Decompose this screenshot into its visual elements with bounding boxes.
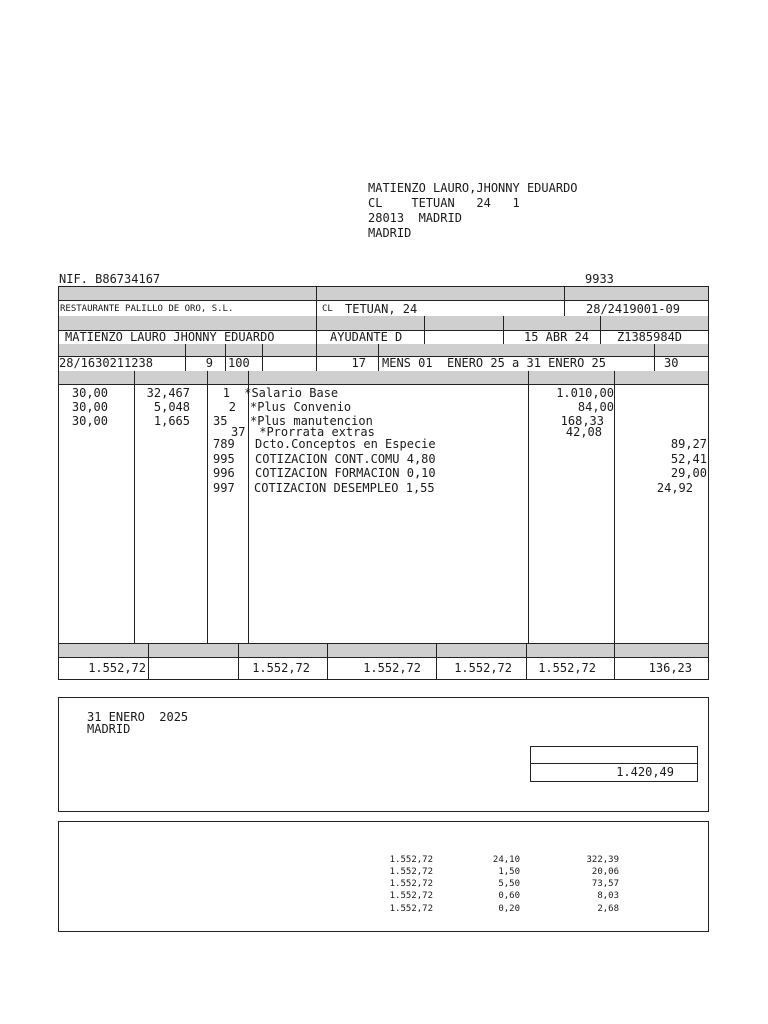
recipient-name: MATIENZO LAURO,JHONNY EDUARDO bbox=[368, 181, 578, 195]
company-name: RESTAURANTE PALILLO DE ORO, S.L. bbox=[60, 304, 234, 314]
line-concept: Dcto.Conceptos en Especie bbox=[255, 437, 436, 451]
total-base-irpf: 1.552,72 bbox=[454, 661, 512, 675]
line-code: 1 bbox=[222, 386, 230, 400]
company-address: TETUAN, 24 bbox=[345, 302, 418, 316]
company-address-prefix: CL bbox=[322, 304, 333, 314]
line-concept: *Salario Base bbox=[237, 386, 339, 400]
total-earnings: 1.552,72 bbox=[538, 661, 596, 675]
pay-period: MENS 01 ENERO 25 a 31 ENERO 25 bbox=[382, 356, 606, 370]
contribution-base: 1.552,72 bbox=[389, 855, 433, 865]
recipient-province: MADRID bbox=[368, 226, 412, 240]
line-earning: 42,08 bbox=[565, 425, 602, 439]
net-pay-amount: 1.420,49 bbox=[616, 765, 674, 779]
employee-seniority: 15 ABR 24 bbox=[524, 330, 590, 344]
employee-name: MATIENZO LAURO JHONNY EDUARDO bbox=[65, 330, 275, 344]
contribution-group: 9 bbox=[205, 356, 213, 370]
contribution-amount: 322,39 bbox=[586, 855, 619, 865]
line-deduction: 52,41 bbox=[670, 452, 707, 466]
contribution-amount: 73,57 bbox=[591, 879, 619, 889]
contract-code: 100 bbox=[228, 356, 250, 370]
line-code: 996 bbox=[213, 466, 235, 480]
line-quantity: 30,00 bbox=[71, 414, 108, 428]
company-nif: NIF. B86734167 bbox=[59, 272, 161, 286]
pay-days: 30 bbox=[664, 356, 679, 370]
line-concept: COTIZACION FORMACION 0,10 bbox=[255, 466, 436, 480]
contribution-rate: 1,50 bbox=[498, 867, 520, 877]
contribution-amount: 20,06 bbox=[591, 867, 619, 877]
payment-date: 31 ENERO 2025 bbox=[87, 710, 189, 724]
line-code: 37 bbox=[231, 425, 246, 439]
payment-place: MADRID bbox=[87, 722, 131, 736]
total-base-cp: 1.552,72 bbox=[363, 661, 421, 675]
line-concept: COTIZACION DESEMPLEO 1,55 bbox=[254, 481, 435, 495]
employee-id: Z1385984D bbox=[617, 330, 683, 344]
affiliation-number: 17 bbox=[351, 356, 366, 370]
contribution-base: 1.552,72 bbox=[389, 867, 433, 877]
line-deduction: 29,00 bbox=[670, 466, 707, 480]
line-code: 35 bbox=[213, 414, 228, 428]
line-concept: COTIZACION CONT.COMU 4,80 bbox=[255, 452, 436, 466]
employee-category: AYUDANTE D bbox=[330, 330, 403, 344]
line-code: 2 bbox=[228, 400, 236, 414]
line-quantity: 30,00 bbox=[71, 386, 108, 400]
line-price: 1,665 bbox=[153, 414, 190, 428]
line-earning: 1.010,00 bbox=[556, 386, 614, 400]
contribution-rate: 0,60 bbox=[498, 891, 520, 901]
ss-number: 28/1630211238 bbox=[59, 356, 153, 370]
recipient-postal-city: 28013 MADRID bbox=[368, 211, 462, 225]
line-price: 32,467 bbox=[146, 386, 190, 400]
nif-code: 9933 bbox=[585, 272, 614, 286]
line-earning: 84,00 bbox=[577, 400, 614, 414]
total-accrued: 1.552,72 bbox=[88, 661, 146, 675]
line-earning: 168,33 bbox=[560, 414, 604, 428]
recipient-street: CL TETUAN 24 1 bbox=[368, 196, 520, 210]
contribution-base: 1.552,72 bbox=[389, 879, 433, 889]
contribution-amount: 8,03 bbox=[597, 891, 619, 901]
contribution-base: 1.552,72 bbox=[389, 904, 433, 914]
line-deduction: 89,27 bbox=[670, 437, 707, 451]
line-price: 5,048 bbox=[153, 400, 190, 414]
line-concept: *Prorrata extras bbox=[252, 425, 375, 439]
contribution-amount: 2,68 bbox=[597, 904, 619, 914]
total-deductions: 136,23 bbox=[648, 661, 692, 675]
line-quantity: 30,00 bbox=[71, 400, 108, 414]
total-base-cc: 1.552,72 bbox=[252, 661, 310, 675]
line-code: 997 bbox=[213, 481, 235, 495]
contribution-base: 1.552,72 bbox=[389, 891, 433, 901]
contribution-rate: 5,50 bbox=[498, 879, 520, 889]
contribution-rate: 0,20 bbox=[498, 904, 520, 914]
company-ccc: 28/2419001-09 bbox=[586, 302, 680, 316]
line-deduction: 24,92 bbox=[656, 481, 693, 495]
line-code: 789 bbox=[213, 437, 235, 451]
line-code: 995 bbox=[213, 452, 235, 466]
contribution-rate: 24,10 bbox=[492, 855, 520, 865]
line-concept: *Plus Convenio bbox=[250, 400, 352, 414]
line-concept: *Plus manutencion bbox=[250, 414, 373, 428]
